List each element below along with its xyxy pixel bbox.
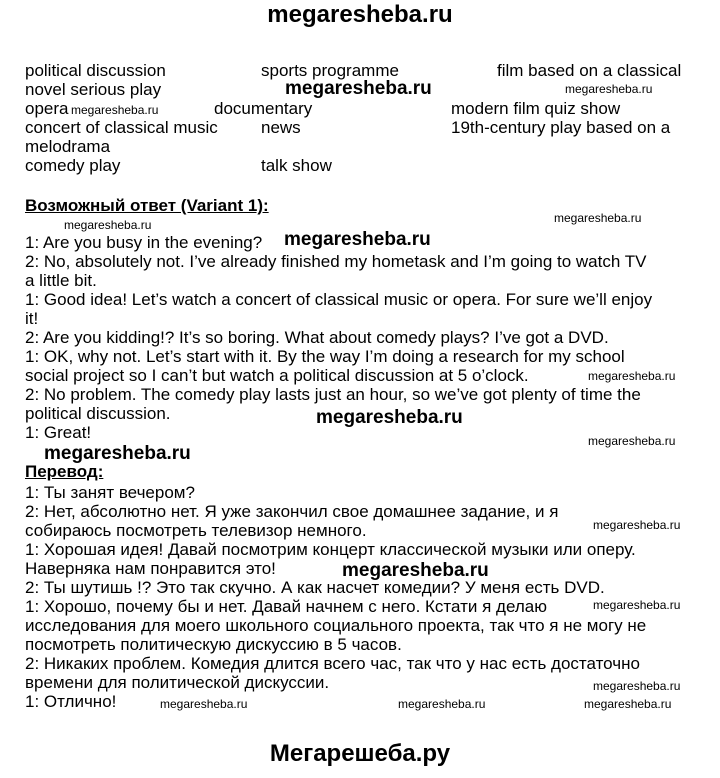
dialogue-line: 1: Good idea! Let’s watch a concert of classical music or opera. For sure we’ll enjoy <box>25 290 653 309</box>
genre-item: novel serious play <box>25 80 162 99</box>
genre-item: opera <box>25 99 69 118</box>
translation-line: 2: Ты шутишь !? Это так скучно. А как насчет комедии? У меня есть DVD. <box>25 578 605 597</box>
genre-item: documentary <box>214 99 313 118</box>
watermark: megaresheba.ru <box>71 103 159 117</box>
dialogue-line: political discussion. <box>25 404 171 423</box>
dialogue-line: 1: Are you busy in the evening? <box>25 233 263 252</box>
dialogue-line: a little bit. <box>25 271 97 290</box>
watermark: megaresheba.ru <box>588 434 676 448</box>
watermark: megaresheba.ru <box>64 218 152 232</box>
dialogue-line: 1: Great! <box>25 423 92 442</box>
translation-heading: Перевод: <box>25 462 104 481</box>
watermark: megaresheba.ru <box>44 443 191 464</box>
watermark: megaresheba.ru <box>584 697 672 711</box>
watermark: megaresheba.ru <box>565 82 653 96</box>
watermark: megaresheba.ru <box>593 679 681 693</box>
genre-item: political discussion <box>25 61 166 80</box>
genre-item: news <box>261 118 301 137</box>
genre-item: modern film quiz show <box>451 99 621 118</box>
watermark: megaresheba.ru <box>593 598 681 612</box>
genre-item: film based on a classical <box>497 61 682 80</box>
genre-item: talk show <box>261 156 332 175</box>
dialogue-line: social project so I can’t but watch a political discussion at 5 o’clock. <box>25 366 529 385</box>
genre-item: sports programme <box>261 61 399 80</box>
watermark: megaresheba.ru <box>160 697 248 711</box>
genre-item: comedy play <box>25 156 121 175</box>
translation-line: 1: Хорошо, почему бы и нет. Давай начнем с него. Кстати я делаю <box>25 597 547 616</box>
translation-line: 1: Ты занят вечером? <box>25 483 195 502</box>
watermark: megaresheba.ru <box>554 211 642 225</box>
dialogue-line: 1: OK, why not. Let’s start with it. By the way I’m doing a research for my school <box>25 347 625 366</box>
translation-line: исследования для моего школьного социального проекта, так что я не могу не <box>25 616 647 635</box>
translation-line: 2: Нет, абсолютно нет. Я уже закончил свое домашнее задание, и я <box>25 502 559 521</box>
watermark: megaresheba.ru <box>285 78 432 99</box>
translation-line: 1: Хорошая идея! Давай посмотрим концерт классической музыки или оперу. <box>25 540 636 559</box>
genre-item: concert of classical music <box>25 118 218 137</box>
footer-title: Мегарешеба.ру <box>269 740 451 767</box>
translation-line: посмотреть политическую дискуссию в 5 часов. <box>25 635 402 654</box>
dialogue-line: 2: No, absolutely not. I’ve already finished my hometask and I’m going to watch TV <box>25 252 647 271</box>
watermark: megaresheba.ru <box>284 229 431 250</box>
answer-heading: Возможный ответ (Variant 1): <box>25 196 269 215</box>
translation-line: Наверняка нам понравится это! <box>25 559 276 578</box>
dialogue-line: 2: No problem. The comedy play lasts just an hour, so we’ve got plenty of time the <box>25 385 641 404</box>
watermark: megaresheba.ru <box>593 518 681 532</box>
watermark: megaresheba.ru <box>316 407 463 428</box>
genre-item: melodrama <box>25 137 111 156</box>
watermark: megaresheba.ru <box>588 369 676 383</box>
watermark: megaresheba.ru <box>398 697 486 711</box>
translation-line: 2: Никаких проблем. Комедия длится всего час, так что у нас есть достаточно <box>25 654 640 673</box>
translation-line: времени для политической дискуссии. <box>25 673 330 692</box>
translation-line: 1: Отлично! <box>25 692 117 711</box>
translation-line: собираюсь посмотреть телевизор немного. <box>25 521 367 540</box>
dialogue-line: 2: Are you kidding!? It’s so boring. What about comedy plays? I’ve got a DVD. <box>25 328 609 347</box>
watermark: megaresheba.ru <box>342 560 489 581</box>
genre-item: 19th-century play based on a <box>451 118 671 137</box>
page-title: megaresheba.ru <box>267 1 453 28</box>
dialogue-line: it! <box>25 309 39 328</box>
